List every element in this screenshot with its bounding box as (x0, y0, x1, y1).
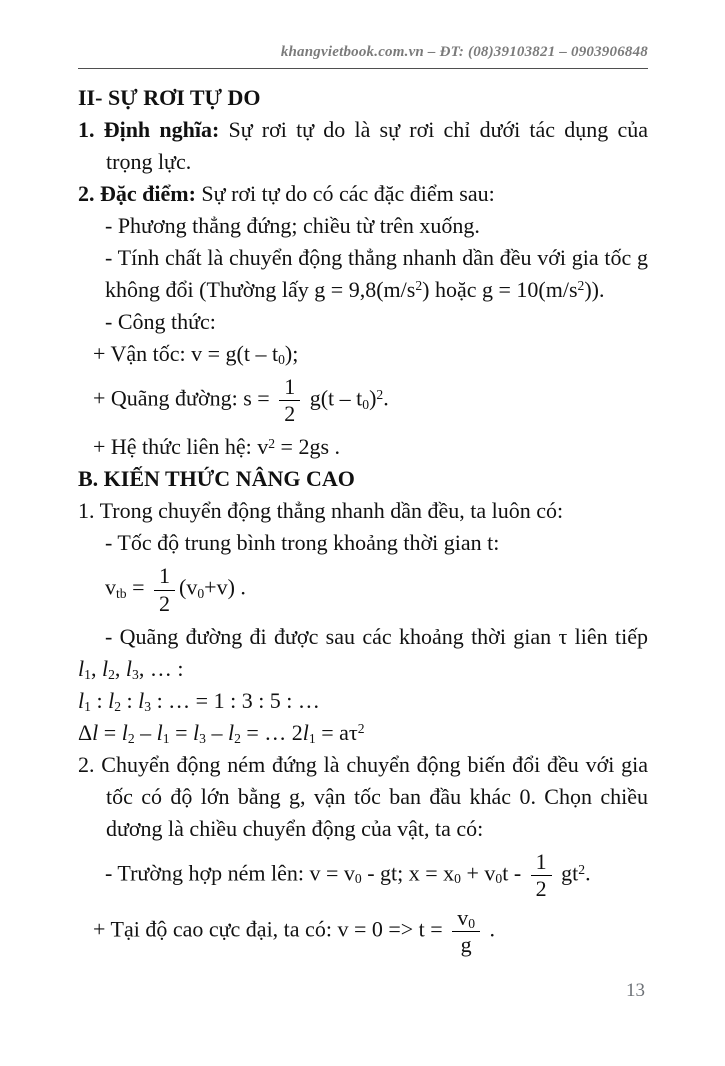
text-run: (v (179, 575, 198, 601)
characteristics-item (78, 178, 648, 210)
text-run: + v (460, 860, 496, 886)
page-number: 13 (626, 980, 645, 1001)
subscript: 1 (162, 730, 170, 746)
bold-run: 1. Định nghĩa: (78, 117, 220, 142)
subscript: 0 (354, 871, 362, 887)
formula-relation (78, 431, 648, 463)
text-run: – (205, 719, 228, 745)
italic-run: l (121, 719, 128, 745)
text-run: 2. Chuyển động ném đứng là chuyển động biến đổi đều với gia tốc có độ lớn bằng g, vận tốc ban đầu khác 0. Chọn chiều dương là chiều chuyển động của vật, ta có: (78, 751, 648, 841)
fraction (279, 375, 300, 426)
subscript: 3 (199, 730, 206, 746)
bullet-nature (78, 242, 648, 306)
text-run: . (585, 860, 591, 886)
italic-run: l (78, 687, 85, 713)
text-run: - gt; x = x (361, 860, 455, 886)
text-run: , … : (138, 655, 184, 681)
bold-run: 2. Đặc điểm: (78, 181, 196, 206)
superscript: 2 (376, 386, 384, 402)
text-run: = … 2 (240, 719, 303, 745)
bullet-average-speed (78, 527, 648, 559)
text-run: 2 (535, 875, 547, 901)
subscript: 3 (132, 666, 139, 682)
text-run: t - (502, 860, 527, 886)
italic-run: l (101, 655, 109, 681)
formula-ratio (78, 685, 648, 717)
subscript: 1 (308, 730, 316, 746)
bullet-successive-distances (78, 621, 648, 685)
formula-distance (78, 375, 648, 426)
text-run: – (134, 719, 157, 745)
advanced-item-1 (78, 495, 648, 527)
text-run: : … = 1 : 3 : 5 : … (151, 687, 320, 713)
fraction (531, 850, 552, 901)
formula-throw-up (78, 850, 648, 901)
text-run: ) hoặc g = 10(m/s (422, 277, 578, 302)
subscript: 3 (144, 698, 152, 714)
text-run: Sự rơi tự do là sự rơi chỉ dưới tác dụng của trọng lực. (106, 117, 648, 174)
section-title-su-roi-tu-do (78, 82, 648, 114)
text-run: 1. Trong chuyển động thẳng nhanh dần đều, ta luôn có: (78, 498, 564, 524)
page-body (78, 82, 648, 958)
text-run: g(t – t (304, 385, 363, 411)
subscript: 0 (278, 352, 285, 367)
subscript: 2 (234, 730, 241, 746)
fraction (154, 564, 175, 615)
text-run: - Quãng đường đi được sau các khoảng thời gian τ liên tiếp (105, 623, 648, 649)
italic-run: l (78, 655, 85, 681)
text-run: ); (284, 341, 299, 366)
text-run: , (90, 655, 102, 681)
definition-item (78, 114, 648, 178)
bold-run: B. KIẾN THỨC NÂNG CAO (78, 466, 355, 492)
superscript: 2 (415, 278, 423, 294)
fraction-denominator (279, 401, 300, 426)
subscript: 0 (495, 871, 503, 887)
italic-run: l (156, 719, 163, 745)
formula-velocity (78, 338, 648, 370)
subscript: 1 (84, 666, 91, 682)
formula-delta (78, 717, 648, 749)
text-run: = (169, 719, 193, 745)
italic-run: l (302, 719, 309, 745)
text-run: - Công thức: (105, 309, 216, 334)
subscript: 2 (127, 730, 135, 746)
text-run: ) (369, 385, 377, 411)
subscript: 1 (84, 698, 91, 714)
text-run: = 2gs . (275, 434, 341, 460)
text-run: - Tốc độ trung bình trong khoảng thời gian t: (105, 530, 500, 556)
text-run: . (484, 916, 495, 942)
text-run: . (383, 385, 389, 411)
fraction-numerator (154, 564, 175, 590)
italic-run: l (108, 687, 115, 713)
italic-run: l (193, 719, 200, 745)
formula-max-height (78, 906, 648, 957)
text-run: 2 (284, 401, 296, 427)
text-run: 1 (159, 563, 171, 589)
subscript: 0 (468, 916, 475, 932)
superscript: 2 (357, 720, 365, 736)
subscript: 0 (454, 871, 461, 887)
fraction-denominator (452, 932, 480, 957)
fraction-numerator (279, 375, 300, 401)
text-run: + Hệ thức liên hệ: v (93, 434, 269, 460)
text-run: : (121, 687, 139, 713)
italic-run: l (92, 719, 99, 745)
text-run: 2 (159, 590, 171, 616)
subscript: 2 (114, 698, 121, 714)
fraction-denominator (531, 876, 552, 901)
italic-run: l (125, 655, 132, 681)
superscript: 2 (578, 861, 586, 877)
running-header: khangvietbook.com.vn – ĐT: (08)39103821 – 0903906848 (78, 44, 648, 69)
bullet-formulas (78, 306, 648, 338)
superscript: 2 (577, 278, 585, 294)
italic-run: l (138, 687, 145, 713)
text-run: , (114, 655, 126, 681)
text-run: gt (555, 860, 579, 886)
text-run: + Quãng đường: s = (93, 385, 276, 411)
section-title-kien-thuc-nang-cao (78, 463, 648, 495)
text-run: = aτ (315, 719, 358, 745)
text-run: v (457, 905, 469, 931)
fraction (452, 906, 480, 957)
text-run: g (460, 932, 472, 958)
text-run: 1 (284, 374, 296, 399)
subscript: 2 (108, 666, 115, 682)
fraction-numerator (531, 850, 552, 876)
bullet-direction (78, 210, 648, 242)
formula-average-speed (78, 564, 648, 615)
text-run: +v) . (204, 575, 246, 601)
subscript: tb (116, 586, 127, 602)
fraction-denominator (154, 591, 175, 616)
text-run: + Tại độ cao cực đại, ta có: v = 0 => t = (93, 916, 449, 942)
text-run: Sự rơi tự do có các đặc điểm sau: (195, 181, 495, 206)
text-run: 1 (535, 848, 547, 874)
fraction-numerator (452, 906, 480, 932)
text-run: - Tính chất là chuyển động thẳng nhanh dần đều với gia tốc g không đổi (Thường lấy g = 9,8(m/s (105, 245, 648, 302)
text-run: = (126, 575, 151, 601)
italic-run: l (227, 719, 235, 745)
advanced-item-2 (78, 749, 648, 845)
subscript: 0 (197, 586, 205, 602)
text-run: - Phương thẳng đứng; chiều từ trên xuống. (105, 213, 480, 238)
subscript: 0 (362, 396, 370, 412)
text-run: )). (584, 277, 605, 302)
superscript: 2 (268, 435, 276, 451)
text-run: v (105, 575, 116, 601)
text-run: Δ (78, 719, 93, 745)
text-run: : (90, 687, 109, 713)
text-run: = (98, 719, 122, 745)
bold-run: II- SỰ RƠI TỰ DO (78, 85, 261, 110)
text-run: - Trường hợp ném lên: v = v (105, 860, 355, 886)
text-run: + Vận tốc: v = g(t – t (93, 341, 279, 366)
